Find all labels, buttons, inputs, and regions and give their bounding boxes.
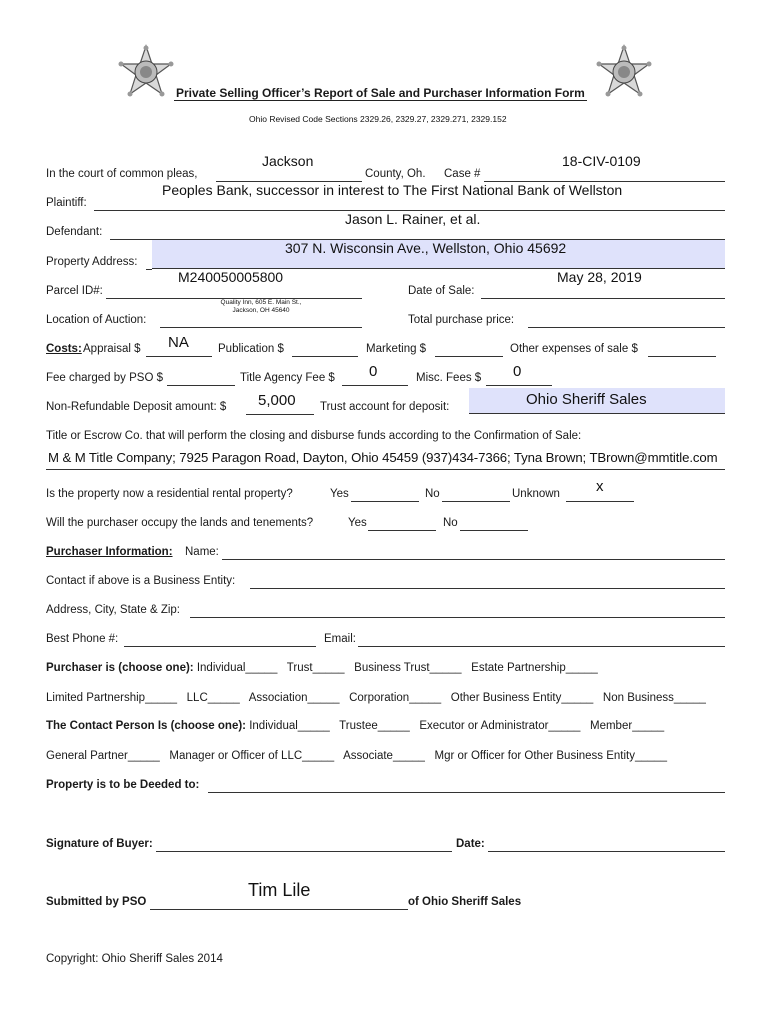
deposit-label: Non-Refundable Deposit amount: $ — [46, 401, 227, 413]
parcel-value[interactable]: M240050005800 — [178, 269, 284, 285]
publication-label: Publication $ — [218, 343, 284, 355]
address-label: Address, City, State & Zip: — [46, 604, 181, 616]
submitted-by-label: Submitted by PSO — [46, 896, 147, 908]
costs-label: Costs: — [46, 343, 82, 355]
signature-buyer-label: Signature of Buyer: — [46, 838, 153, 850]
submitted-by-value[interactable]: Tim Lile — [248, 880, 311, 900]
title-agency-label: Title Agency Fee $ — [240, 372, 335, 384]
signature-buyer-field[interactable] — [156, 851, 452, 852]
date-of-sale-value[interactable]: May 28, 2019 — [557, 269, 642, 285]
location-line-2: Jackson, OH 45640 — [232, 307, 290, 314]
copyright: Copyright: Ohio Sheriff Sales 2014 — [46, 953, 223, 965]
contact-type-label: The Contact Person Is (choose one): — [46, 720, 246, 732]
property-address-label: Property Address: — [46, 256, 138, 268]
trust-account-value: Ohio Sheriff Sales — [526, 391, 647, 408]
type-limited-partnership[interactable]: Limited Partnership — [46, 692, 146, 704]
court-label: In the court of common pleas, — [46, 168, 198, 180]
contact-executor[interactable]: Executor or Administrator — [419, 720, 549, 732]
purchaser-type-row-2: Limited Partnership_____ LLC_____ Association_____ Corporation_____ Other Business Entity_____ Non Business_____ — [46, 692, 706, 704]
date-of-sale-label: Date of Sale: — [408, 285, 475, 297]
type-individual[interactable]: Individual — [196, 662, 246, 674]
other-expenses-label: Other expenses of sale $ — [510, 343, 638, 355]
rental-unknown-label: Unknown — [512, 488, 560, 500]
type-other-business-entity[interactable]: Other Business Entity — [450, 692, 562, 704]
defendant-value[interactable]: Jason L. Rainer, et al. — [345, 211, 481, 227]
marketing-label: Marketing $ — [366, 343, 427, 355]
misc-fees-value[interactable]: 0 — [513, 363, 522, 380]
type-business-trust[interactable]: Business Trust — [354, 662, 430, 674]
type-trust[interactable]: Trust — [286, 662, 313, 674]
purchaser-type-row-1: Purchaser is (choose one): Individual_____ Trust_____ Business Trust_____ Estate Partnership_____ — [46, 662, 598, 674]
contact-individual[interactable]: Individual — [249, 720, 298, 732]
rental-yes-blank[interactable] — [351, 501, 419, 502]
contact-manager-llc[interactable]: Manager or Officer of LLC — [169, 750, 303, 762]
email-label: Email: — [324, 633, 356, 645]
signature-date-label: Date: — [456, 838, 485, 850]
total-price-label: Total purchase price: — [408, 314, 515, 326]
contact-member[interactable]: Member — [590, 720, 633, 732]
appraisal-label: Appraisal $ — [83, 343, 141, 355]
form-title: Private Selling Officer’s Report of Sale and Purchaser Information Form — [176, 86, 585, 100]
type-association[interactable]: Association — [248, 692, 308, 704]
contact-entity-field[interactable] — [250, 588, 725, 589]
rental-question-label: Is the property now a residential rental property? — [46, 488, 293, 500]
sheriff-badge-right-icon — [596, 44, 652, 100]
contact-trustee[interactable]: Trustee — [339, 720, 378, 732]
parcel-label: Parcel ID#: — [46, 285, 103, 297]
county-value[interactable]: Jackson — [262, 153, 314, 169]
signature-date-field[interactable] — [488, 851, 725, 852]
type-llc[interactable]: LLC — [186, 692, 208, 704]
phone-label: Best Phone #: — [46, 633, 119, 645]
phone-field[interactable] — [124, 646, 316, 647]
type-estate-partnership[interactable]: Estate Partnership — [471, 662, 566, 674]
case-number-value[interactable]: 18-CIV-0109 — [562, 153, 641, 169]
form-subtitle: Ohio Revised Code Sections 2329.26, 2329.27, 2329.271, 2329.152 — [249, 114, 507, 124]
occupy-no-label: No — [443, 517, 458, 529]
sheriff-badge-left-icon — [118, 44, 174, 100]
purchaser-section-label: Purchaser Information: — [46, 546, 173, 558]
location-line-1: Quality Inn, 605 E. Main St., — [220, 299, 302, 306]
occupy-yes-label: Yes — [348, 517, 367, 529]
purchaser-name-field[interactable] — [222, 559, 725, 560]
escrow-value[interactable]: M & M Title Company; 7925 Paragon Road, Dayton, Ohio 45459 (937)434-7366; Tyna Brown; TBrown@mmtitle.com — [48, 450, 718, 465]
contact-entity-label: Contact if above is a Business Entity: — [46, 575, 236, 587]
property-address-value: 307 N. Wisconsin Ave., Wellston, Ohio 45692 — [285, 240, 567, 256]
occupy-no-blank[interactable] — [460, 530, 528, 531]
escrow-label: Title or Escrow Co. that will perform the closing and disburse funds according to the Confirmation of Sale: — [46, 430, 582, 442]
contact-type-row-1: The Contact Person Is (choose one): Individual_____ Trustee_____ Executor or Administrator_____ Member_____ — [46, 720, 665, 732]
deeded-to-label: Property is to be Deeded to: — [46, 779, 200, 791]
contact-mgr-other[interactable]: Mgr or Officer for Other Business Entity — [434, 750, 635, 762]
rental-no-label: No — [425, 488, 440, 500]
case-label: Case # — [444, 168, 481, 180]
occupy-yes-blank[interactable] — [368, 530, 436, 531]
address-field[interactable] — [190, 617, 725, 618]
defendant-label: Defendant: — [46, 226, 103, 238]
location-label: Location of Auction: — [46, 314, 147, 326]
deeded-to-field[interactable] — [208, 792, 725, 793]
contact-general-partner[interactable]: General Partner — [46, 750, 128, 762]
email-field[interactable] — [358, 646, 725, 647]
contact-type-row-2: General Partner_____ Manager or Officer of LLC_____ Associate_____ Mgr or Officer for Other Business Entity_____ — [46, 750, 667, 762]
rental-yes-label: Yes — [330, 488, 349, 500]
appraisal-value[interactable]: NA — [168, 334, 189, 351]
location-value[interactable] — [190, 299, 332, 315]
type-non-business[interactable]: Non Business — [602, 692, 674, 704]
purchaser-name-label: Name: — [185, 546, 219, 558]
type-corporation[interactable]: Corporation — [349, 692, 410, 704]
rental-unknown-mark: x — [596, 478, 604, 495]
of-ohio-sheriff-sales-label: of Ohio Sheriff Sales — [408, 896, 522, 908]
rental-no-blank[interactable] — [442, 501, 510, 502]
purchaser-type-label: Purchaser is (choose one): — [46, 662, 194, 674]
trust-account-label: Trust account for deposit: — [320, 401, 450, 413]
title-agency-value[interactable]: 0 — [369, 363, 378, 380]
county-label: County, Oh. — [365, 168, 426, 180]
rental-unknown-blank[interactable] — [566, 501, 634, 502]
contact-associate[interactable]: Associate — [343, 750, 393, 762]
plaintiff-value[interactable]: Peoples Bank, successor in interest to The First National Bank of Wellston — [162, 182, 623, 198]
deposit-value[interactable]: 5,000 — [258, 392, 296, 409]
fee-pso-label: Fee charged by PSO $ — [46, 372, 163, 384]
plaintiff-label: Plaintiff: — [46, 197, 87, 209]
occupy-question-label: Will the purchaser occupy the lands and tenements? — [46, 517, 314, 529]
misc-fees-label: Misc. Fees $ — [416, 372, 482, 384]
